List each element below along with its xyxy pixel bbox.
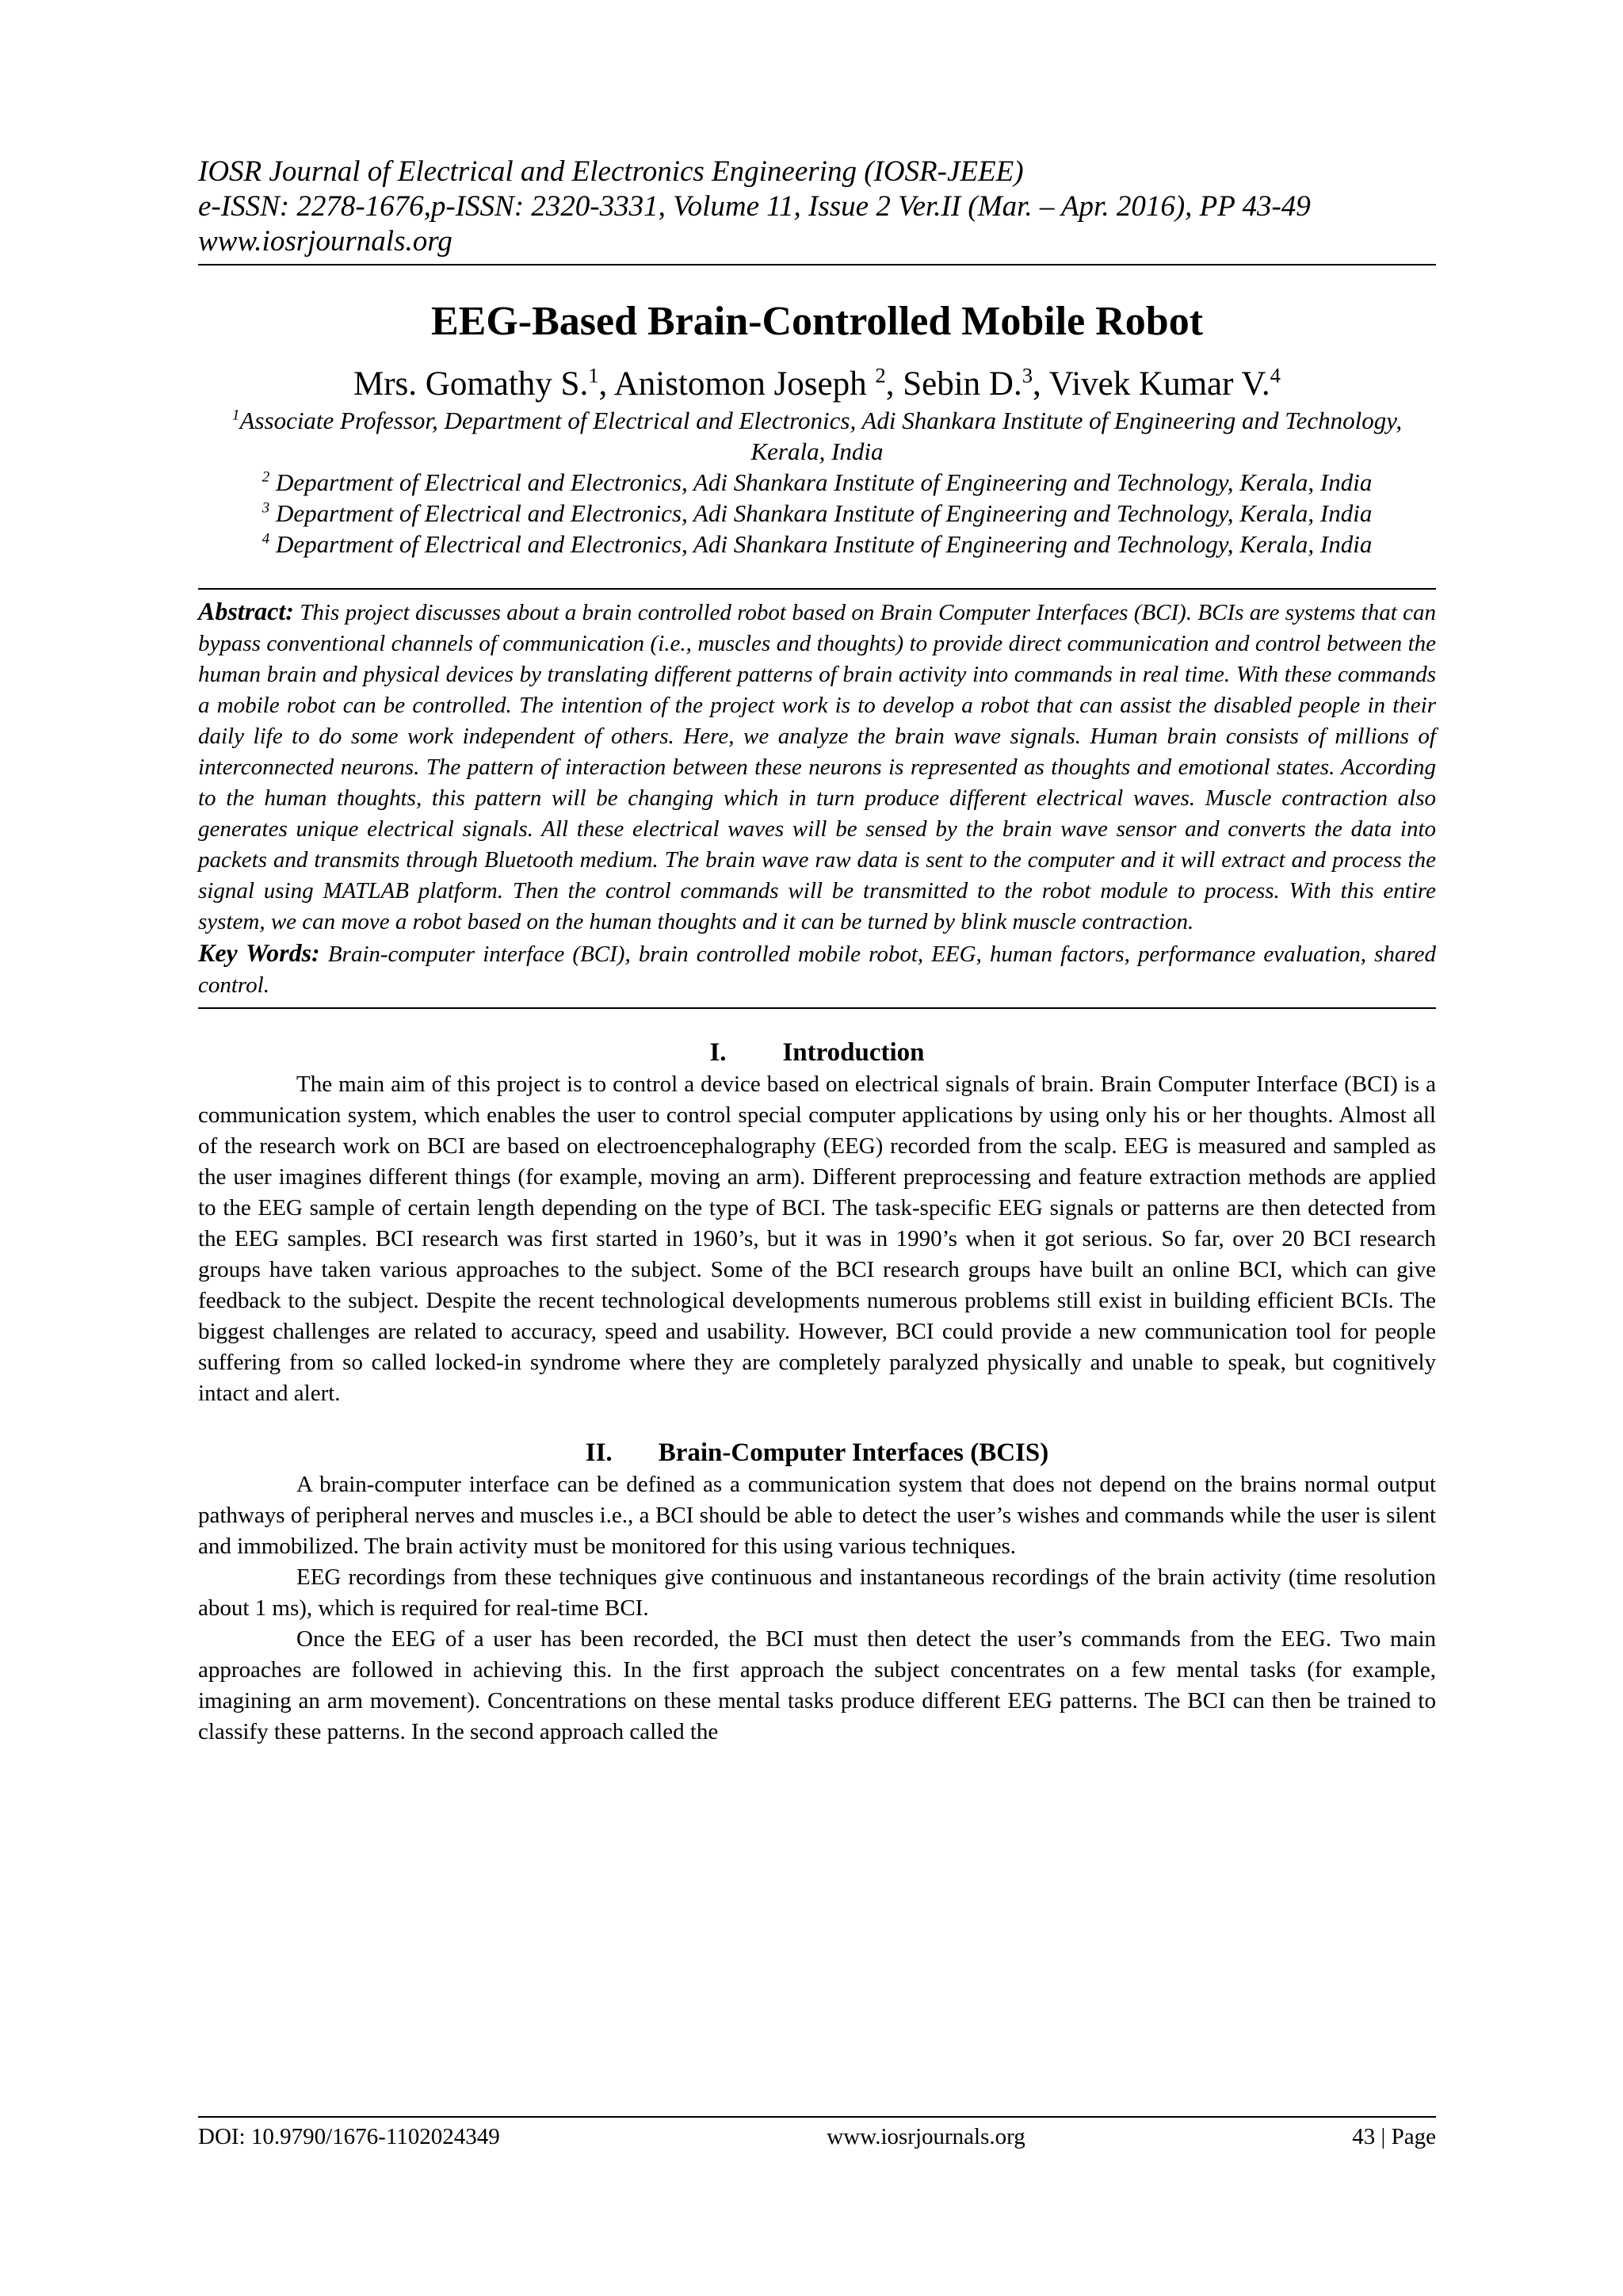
keywords-label: Key Words: <box>198 938 320 967</box>
author-list <box>198 364 1436 405</box>
author-superscript: 4 <box>1270 363 1281 388</box>
page-footer <box>198 2116 1436 2151</box>
affiliation-text: Department of Electrical and Electronics, Adi Shankara Institute of Engineering and Technology, Kerala, India <box>269 468 1373 496</box>
author-separator: , <box>1033 365 1049 403</box>
affiliation-text: Associate Professor, Department of Electrical and Electronics, Adi Shankara Institute of Engineering and Technology, Kerala, India <box>239 407 1403 465</box>
header-rule <box>198 264 1436 266</box>
affiliation-superscript: 3 <box>262 499 270 517</box>
keywords-text: Brain-computer interface (BCI), brain controlled mobile robot, EEG, human factors, performance evaluation, shared control. <box>198 942 1436 998</box>
section-number: II. <box>585 1438 613 1467</box>
affiliation-superscript: 4 <box>262 530 270 548</box>
section-title: Brain-Computer Interfaces (BCIS) <box>658 1438 1049 1467</box>
abstract-block <box>198 588 1436 1009</box>
journal-name: IOSR Journal of Electrical and Electronics Engineering (IOSR-JEEE) <box>198 155 1024 188</box>
affiliation-item <box>227 529 1407 560</box>
author-separator: , <box>885 365 903 403</box>
journal-header <box>198 155 1436 266</box>
abstract-paragraph <box>198 596 1436 938</box>
author-name: Anistomon Joseph <box>613 365 876 403</box>
affiliation-item <box>227 498 1407 529</box>
footer-website: www.iosrjournals.org <box>827 2124 1025 2149</box>
body-paragraph: EEG recordings from these techniques give continuous and instantaneous recordings of the brain activity (time resolution about 1 ms), which is required for real-time BCI. <box>198 1564 1436 1621</box>
abstract-label: Abstract: <box>198 597 294 625</box>
affiliation-item <box>227 405 1407 467</box>
author-superscript: 1 <box>588 363 599 388</box>
affiliations <box>198 405 1436 560</box>
body-paragraph: The main aim of this project is to control a device based on electrical signals of brain. Brain Computer Interface (BCI) is a communication system, which enables the user to control special computer applications by using only his or her thoughts. Almost all of the research work on BCI are based on electroencephalography (EEG) recorded from the scalp. EEG is measured and sampled as the user imagines different things (for example, moving an arm). Different preprocessing and feature extraction methods are applied to the EEG sample of certain length depending on the type of BCI. The task-specific EEG signals or patterns are then detected from the EEG samples. BCI research was first started in 1960’s, but it was in 1990’s when it got serious. So far, over 20 BCI research groups have taken various approaches to the subject. Some of the BCI research groups have built an online BCI, which can give feedback to the subject. Despite the recent technological developments numerous problems still exist in building efficient BCIs. The biggest challenges are related to accuracy, speed and usability. However, BCI could provide a new communication tool for people suffering from so called locked-in syndrome where they are completely paralyzed physically and unable to speak, but cognitively intact and alert. <box>198 1072 1436 1406</box>
author-superscript: 2 <box>875 363 886 388</box>
author-name: Vivek Kumar V. <box>1048 365 1270 403</box>
keywords-paragraph <box>198 938 1436 1001</box>
paper-page <box>198 155 1436 1748</box>
author-separator: , <box>598 365 614 403</box>
section-title: Introduction <box>782 1038 925 1067</box>
section-heading <box>198 1436 1436 1469</box>
journal-issn-volume: e-ISSN: 2278-1676,p-ISSN: 2320-3331, Volume 11, Issue 2 Ver.II (Mar. – Apr. 2016), PP 43-49 <box>198 190 1311 223</box>
section-heading <box>198 1036 1436 1069</box>
affiliation-item <box>227 467 1407 498</box>
paper-title: EEG-Based Brain-Controlled Mobile Robot <box>430 299 1204 344</box>
section-number: I. <box>709 1038 727 1067</box>
affiliation-superscript: 1 <box>231 407 240 424</box>
body-paragraph: Once the EEG of a user has been recorded, the BCI must then detect the user’s commands from the EEG. Two main approaches are followed in achieving this. In the first approach the subject concentrates on a few mental tasks (for example, imagining an arm movement). Concentrations on these mental tasks produce different EEG patterns. The BCI can then be trained to classify these patterns. In the second approach called the <box>198 1626 1436 1744</box>
affiliation-superscript: 2 <box>262 468 270 486</box>
footer-page-number: 43 | Page <box>1352 2124 1436 2149</box>
author-name: Mrs. Gomathy S. <box>353 365 589 403</box>
section-bci <box>198 1436 1436 1748</box>
body-paragraph: A brain-computer interface can be defined as a communication system that does not depend on the brains normal output pathways of peripheral nerves and muscles i.e., a BCI should be able to detect the user’s wishes and commands while the user is silent and immobilized. The brain activity must be monitored for this using various techniques. <box>198 1472 1436 1559</box>
affiliation-text: Department of Electrical and Electronics, Adi Shankara Institute of Engineering and Technology, Kerala, India <box>269 499 1373 527</box>
journal-website: www.iosrjournals.org <box>198 225 453 258</box>
footer-doi: DOI: 10.9790/1676-1102024349 <box>198 2124 500 2149</box>
abstract-text: This project discusses about a brain controlled robot based on Brain Computer Interfaces (BCI). BCIs are systems that can bypass conventional channels of communication (i.e., muscles and thoughts) to provide direct communication and control between the human brain and physical devices by translating different patterns of brain activity into commands in real time. With these commands a mobile robot can be controlled. The intention of the project work is to develop a robot that can assist the disabled people in their daily life to do some work independent of others. Here, we analyze the brain wave signals. Human brain consists of millions of interconnected neurons. The pattern of interaction between these neurons is represented as thoughts and emotional states. According to the human thoughts, this pattern will be changing which in turn produce different electrical waves. Muscle contraction also generates unique electrical signals. All these electrical waves will be sensed by the brain wave sensor and converts the data into packets and transmits through Bluetooth medium. The brain wave raw data is sent to the computer and it will extract and process the signal using MATLAB platform. Then the control commands will be transmitted to the robot module to process. With this entire system, we can move a robot based on the human thoughts and it can be turned by blink muscle contraction. <box>198 600 1436 934</box>
section-introduction <box>198 1036 1436 1409</box>
affiliation-text: Department of Electrical and Electronics, Adi Shankara Institute of Engineering and Technology, Kerala, India <box>269 530 1373 558</box>
author-superscript: 3 <box>1022 363 1033 388</box>
author-name: Sebin D. <box>903 365 1022 403</box>
